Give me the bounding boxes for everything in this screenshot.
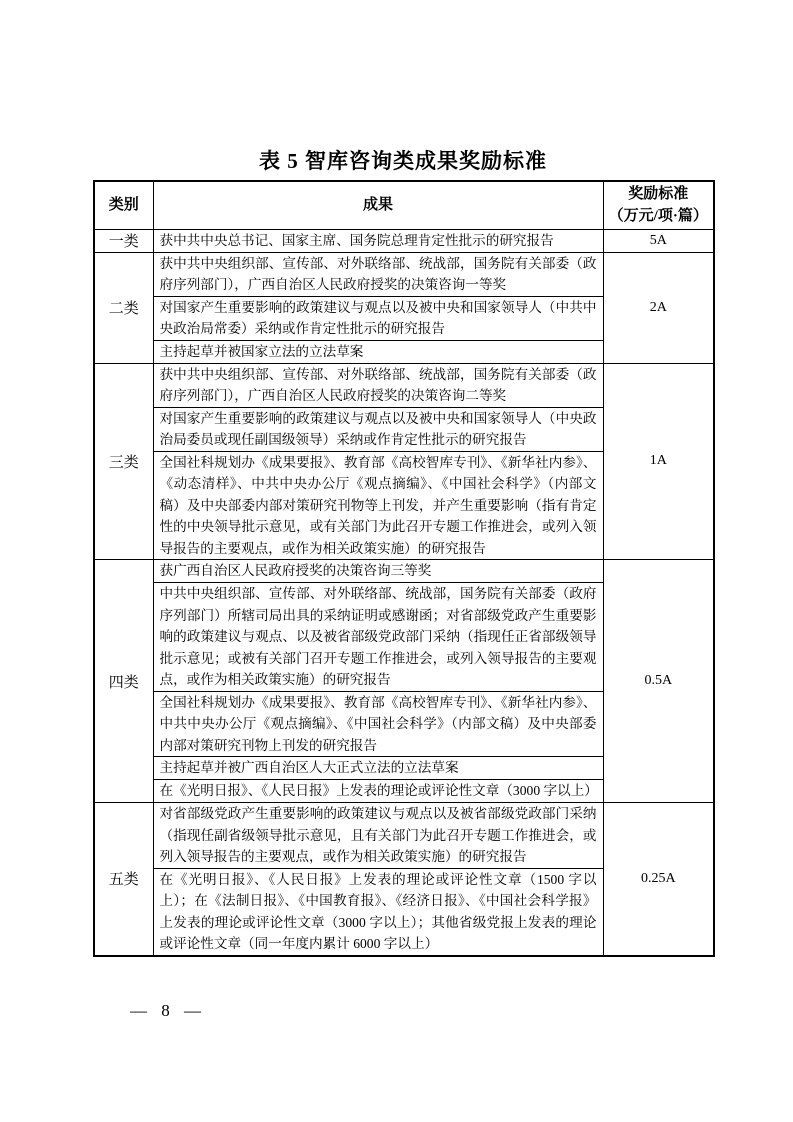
- reward-cell-2: 2A: [603, 252, 714, 363]
- reward-cell-3: 1A: [603, 363, 714, 560]
- category-cell-1: 一类: [94, 229, 153, 252]
- reward-cell-5: 0.25A: [603, 803, 714, 956]
- achievement-cell: 获中共中央组织部、宣传部、对外联络部、统战部，国务院有关部委（政府序列部门），广西自治区人民政府授奖的决策咨询二等奖: [153, 363, 603, 407]
- achievement-cell: 在《光明日报》、《人民日报》上发表的理论或评论性文章（1500 字以上）；在《法制日报》、《中国教育报》、《经济日报》、《中国社会科学报》上发表的理论或评论性文章（3000 字以上）；其他省级党报上发表的理论或评论性文章（同一年度内累计 6000 字以上）: [153, 868, 603, 956]
- reward-standard-table: [93, 180, 715, 957]
- achievement-cell: 对国家产生重要影响的政策建议与观点以及被中央和国家领导人（中央政治局委员或现任副国级领导）采纳或作肯定性批示的研究报告: [153, 407, 603, 451]
- category-cell-3: 三类: [94, 363, 153, 560]
- achievement-cell: 获中共中央组织部、宣传部、对外联络部、统战部，国务院有关部委（政府序列部门），广西自治区人民政府授奖的决策咨询一等奖: [153, 252, 603, 296]
- achievement-cell: 主持起草并被国家立法的立法草案: [153, 340, 603, 363]
- page-number: — 8 —: [130, 1001, 201, 1020]
- achievement-cell: 中共中央组织部、宣传部、对外联络部、统战部，国务院有关部委（政府序列部门）所辖司局出具的采纳证明或感谢函；对省部级党政产生重要影响的政策建议与观点、以及被省部级党政部门采纳（指现任正省部级领导批示意见；或被有关部门召开专题工作推进会，或列入领导报告的主要观点，或作为相关政策实施）的研究报告: [153, 583, 603, 692]
- table-row: [94, 803, 714, 869]
- achievement-cell: 主持起草并被广西自治区人大正式立法的立法草案: [153, 757, 603, 780]
- header-achievement: 成果: [153, 181, 603, 229]
- category-cell-5: 五类: [94, 803, 153, 956]
- table-row: [94, 252, 714, 296]
- achievement-cell: 对省部级党政产生重要影响的政策建议与观点以及被省部级党政部门采纳（指现任副省级领导批示意见，且有关部门为此召开专题工作推进会，或列入领导报告的主要观点，或作为相关政策实施）的研究报告: [153, 803, 603, 869]
- achievement-cell: 全国社科规划办《成果要报》、教育部《高校智库专刊》、《新华社内参》、中共中央办公厅《观点摘编》、《中国社会科学》（内部文稿）及中央部委内部对策研究刊物上刊发的研究报告: [153, 691, 603, 757]
- table-row: [94, 560, 714, 583]
- achievement-cell: 在《光明日报》、《人民日报》上发表的理论或评论性文章（3000 字以上）: [153, 780, 603, 803]
- achievement-cell: 获广西自治区人民政府授奖的决策咨询三等奖: [153, 560, 603, 583]
- achievement-cell: 对国家产生重要影响的政策建议与观点以及被中央和国家领导人（中共中央政治局常委）采纳或作肯定性批示的研究报告: [153, 296, 603, 340]
- table-row: [94, 229, 714, 252]
- category-cell-2: 二类: [94, 252, 153, 363]
- header-reward-line1: 奖励标准: [628, 186, 689, 203]
- table-row: [94, 363, 714, 407]
- reward-cell-4: 0.5A: [603, 560, 714, 803]
- reward-cell-1: 5A: [603, 229, 714, 252]
- header-reward: [603, 181, 714, 229]
- achievement-cell: 获中共中央总书记、国家主席、国务院总理肯定性批示的研究报告: [153, 229, 603, 252]
- table-header-row: [94, 181, 714, 229]
- achievement-cell: 全国社科规划办《成果要报》、教育部《高校智库专刊》、《新华社内参》、《动态清样》、中共中央办公厅《观点摘编》、《中国社会科学》（内部文稿）及中央部委内部对策研究刊物等上刊发，并产生重要影响（指有肯定性的中央领导批示意见，或有关部门为此召开专题工作推进会，或列入领导报告的主要观点，或作为相关政策实施）的研究报告: [153, 451, 603, 560]
- header-reward-line2: （万元/项·篇）: [608, 208, 708, 225]
- header-category: 类别: [94, 181, 153, 229]
- table-title: 表 5 智库咨询类成果奖励标准: [259, 149, 547, 173]
- category-cell-4: 四类: [94, 560, 153, 803]
